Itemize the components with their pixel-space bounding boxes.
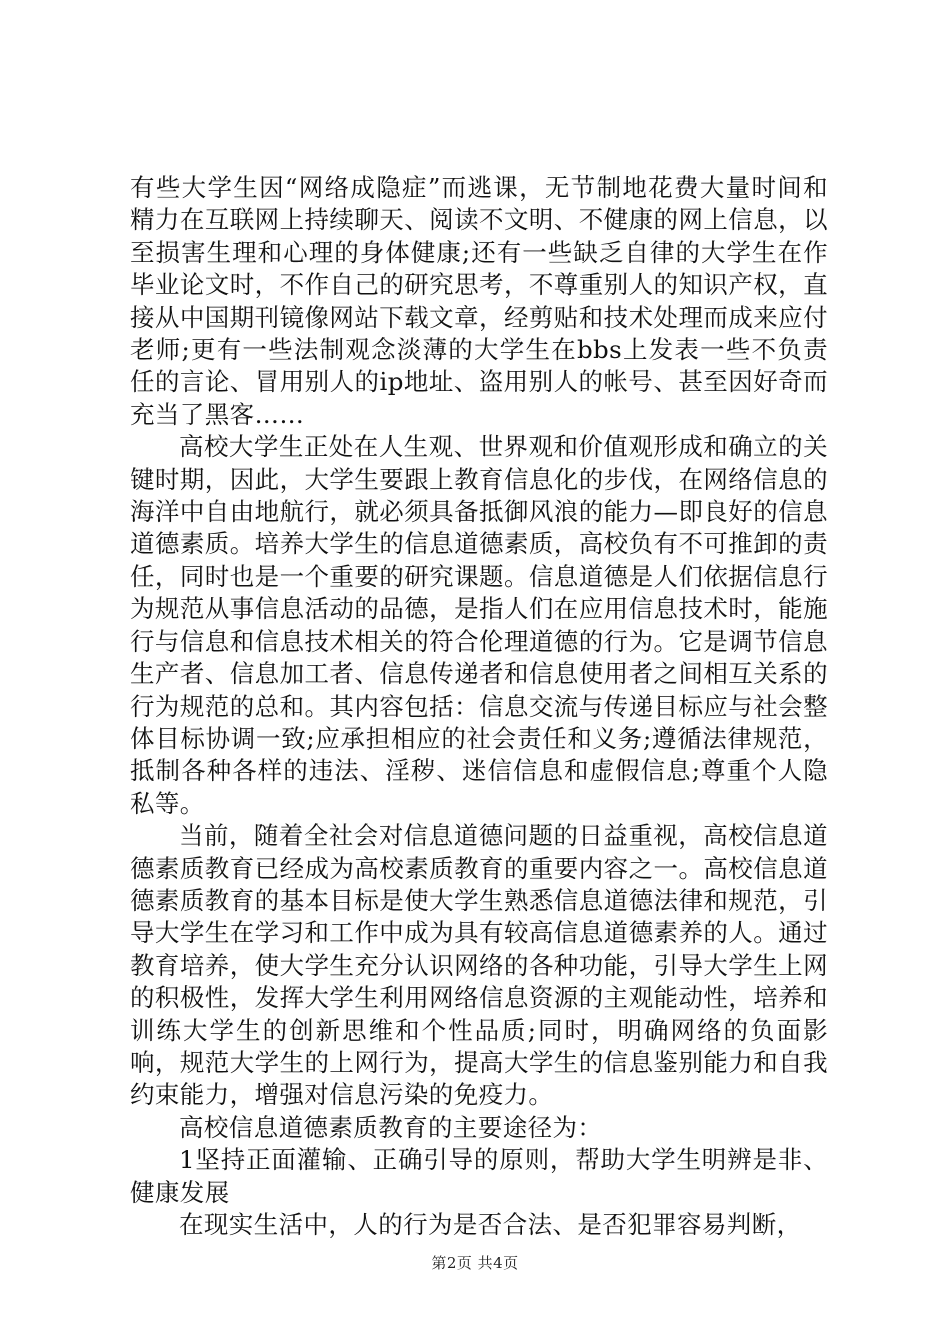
paragraph-2: 高校大学生正处在人生观、世界观和价值观形成和确立的关键时期，因此，大学生要跟上教育信息化的步伐，在网络信息的海洋中自由地航行，就必须具备抵御风浪的能力—即良好的信息道德素质。培养大学生的信息道德素质，高校负有不可推卸的责任，同时也是一个重要的研究课题。信息道德是人们依据信息行为规范从事信息活动的品德，是指人们在应用信息技术时，能施行与信息和信息技术相关的符合伦理道德的行为。它是调节信息生产者、信息加工者、信息传递者和信息使用者之间相互关系的行为规范的总和。其内容包括：信息交流与传递目标应与社会整体目标协调一致;应承担相应的社会责任和义务;遵循法律规范，抵制各种各样的违法、淫秽、迷信信息和虚假信息;尊重个人隐私等。: [130, 432, 828, 818]
paragraph-6: 在现实生活中，人的行为是否合法、是否犯罪容易判断，: [179, 1210, 802, 1239]
document-body: [130, 172, 828, 1241]
paragraph-4: 高校信息道德素质教育的主要途径为：: [179, 1112, 603, 1142]
paragraph-5-heading: 1坚持正面灌输、正确引导的原则，帮助大学生明辨是非、健康发展: [130, 1145, 828, 1207]
page-footer: 第2页 共4页: [431, 1254, 519, 1272]
paragraph-1: 有些大学生因“网络成隐症”而逃课，无节制地花费大量时间和精力在互联网上持续聊天、阅读不文明、不健康的网上信息，以至损害生理和心理的身体健康;还有一些缺乏自律的大学生在作毕业论文时，不作自己的研究思考，不尊重别人的知识产权，直接从中国期刊镜像网站下载文章，经剪贴和技术处理而成来应付老师;更有一些法制观念淡薄的大学生在bbs上发表一些不负责任的言论、冒用别人的ip地址、盗用别人的帐号、甚至因好奇而充当了黑客……: [130, 173, 828, 429]
paragraph-3: 当前，随着全社会对信息道德问题的日益重视，高校信息道德素质教育已经成为高校素质教育的重要内容之一。高校信息道德素质教育的基本目标是使大学生熟悉信息道德法律和规范，引导大学生在学习和工作中成为具有较高信息道德素养的人。通过教育培养，使大学生充分认识网络的各种功能，引导大学生上网的积极性，发挥大学生利用网络信息资源的主观能动性，培养和训练大学生的创新思维和个性品质;同时，明确网络的负面影响，规范大学生的上网行为，提高大学生的信息鉴别能力和自我约束能力，增强对信息污染的免疫力。: [130, 821, 828, 1110]
